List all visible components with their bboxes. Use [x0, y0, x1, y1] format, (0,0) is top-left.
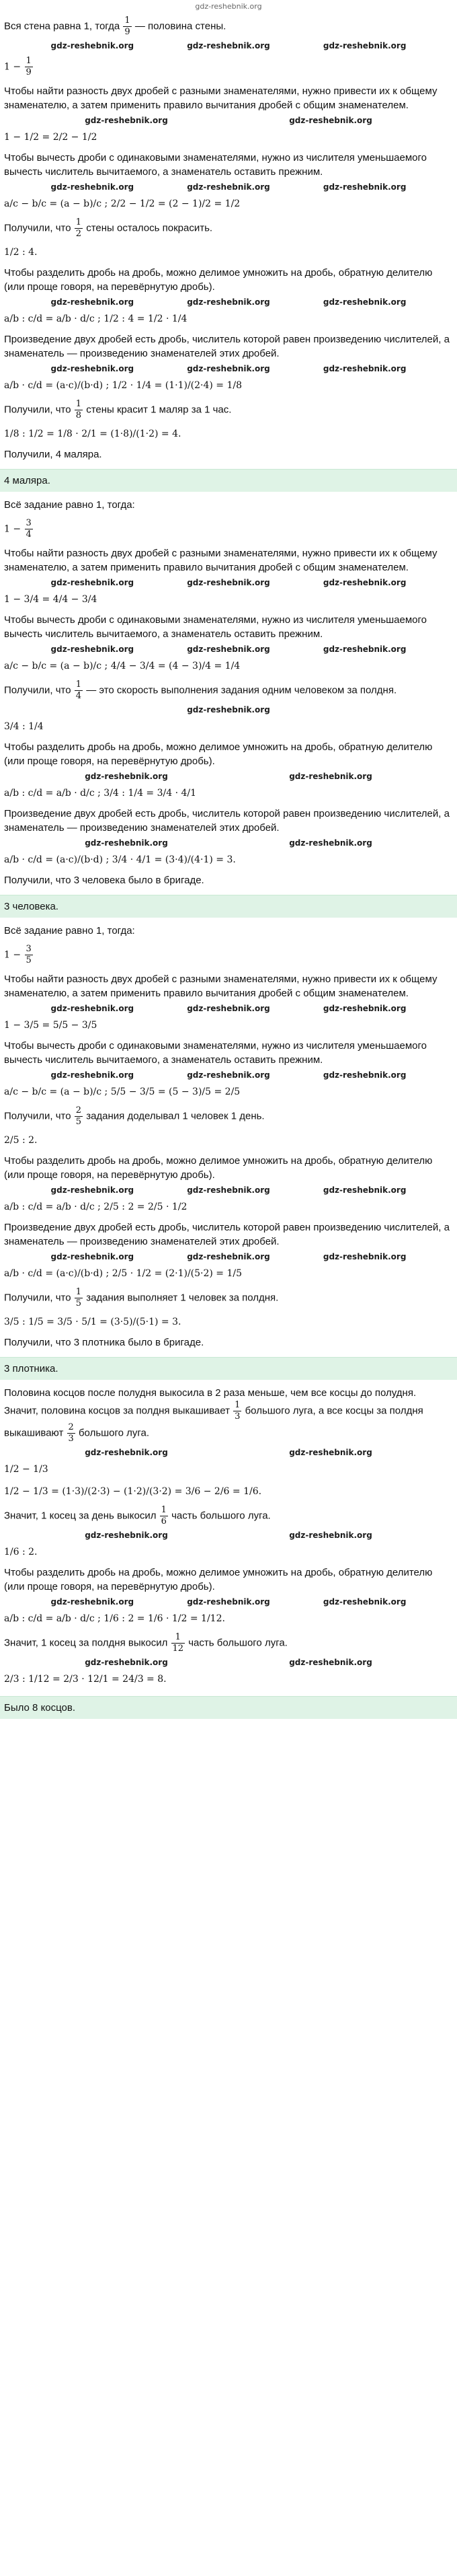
math-expression: 1/6 : 2. [4, 1547, 38, 1557]
math-expression: 2/5 : 2. [4, 1135, 38, 1146]
watermark: gdz-reshebnik.org [323, 578, 407, 587]
watermark: gdz-reshebnik.org [187, 41, 270, 50]
math-expression: a/b · c/d = (a·c)/(b·d) ; 1/2 · 1/4 = (1·1)/(2·4) = 1/8 [4, 380, 243, 391]
fraction: $\frac{2}{3}$ [68, 1422, 74, 1444]
watermark: gdz-reshebnik.org [85, 1531, 168, 1540]
fraction: $\frac{3}{4}$ [26, 518, 32, 540]
math-expression: 1 − 3/5 = 5/5 − 3/5 [4, 1020, 97, 1031]
result-text: Получили, что 3 человека было в бригаде. [4, 875, 204, 886]
task-3 [4, 920, 453, 1380]
watermark-row [4, 1446, 453, 1459]
watermark: gdz-reshebnik.org [85, 1658, 168, 1667]
math-expression: a/b : c/d = a/b · d/c ; 2/5 : 2 = 2/5 · 1/2 [4, 1202, 188, 1212]
fraction: $\frac{1}{3}$ [235, 1400, 241, 1422]
explanation-text: Произведение двух дробей есть дробь, числитель которой равен произведению числителей, а знаменатель — произведению знаменателей этих дробей. [4, 1222, 450, 1247]
watermark: gdz-reshebnik.org [187, 1004, 270, 1013]
math-expression: a/c − b/c = (a − b)/c ; 4/4 − 3/4 = (4 − 3)/4 = 1/4 [4, 661, 241, 671]
watermark: gdz-reshebnik.org [50, 645, 134, 654]
watermark-row [4, 704, 453, 716]
watermark: gdz-reshebnik.org [187, 645, 270, 654]
watermark: gdz-reshebnik.org [85, 1448, 168, 1457]
explanation-text: Чтобы найти разность двух дробей с разными знаменателями, нужно привести их к общему знаменателю, а затем применить правило вычитания дробей с общим знаменателем. [4, 85, 438, 111]
fraction: $\frac{1}{9}$ [26, 56, 32, 77]
math-expression: a/b : c/d = a/b · d/c ; 1/6 : 2 = 1/6 · 1/2 = 1/12. [4, 1613, 225, 1624]
answer-box: 4 маляра. [0, 469, 457, 492]
watermark: gdz-reshebnik.org [85, 772, 168, 781]
answer-box: 3 человека. [0, 895, 457, 918]
math-expression: 1/8 : 1/2 = 1/8 · 2/1 = (1·8)/(1·2) = 4. [4, 429, 181, 439]
watermark: gdz-reshebnik.org [187, 1597, 270, 1607]
task-2 [4, 494, 453, 918]
fraction: $\frac{1}{5}$ [75, 1287, 82, 1309]
explanation-text: Чтобы найти разность двух дробей с разными знаменателями, нужно привести их к общему знаменателю, а затем применить правило вычитания дробей с общим знаменателем. [4, 548, 438, 573]
answer-box: 3 плотника. [0, 1357, 457, 1380]
math-expression: 1 − $\frac{3}{5}$ [4, 944, 32, 965]
watermark: gdz-reshebnik.org [50, 41, 134, 50]
watermark-row [4, 1251, 453, 1263]
watermark: gdz-reshebnik.org [50, 1070, 134, 1080]
watermark: gdz-reshebnik.org [50, 182, 134, 192]
result-text: Получили, что 3 плотника было в бригаде. [4, 1337, 204, 1348]
watermark: gdz-reshebnik.org [323, 1185, 407, 1195]
watermark-row [4, 770, 453, 782]
explanation-text: Получили, что $\frac{2}{5}$ задания доделывал 1 человек 1 день. [4, 1105, 265, 1127]
fraction: $\frac{1}{4}$ [75, 679, 82, 701]
watermark: gdz-reshebnik.org [187, 182, 270, 192]
watermark: gdz-reshebnik.org [323, 645, 407, 654]
watermark: gdz-reshebnik.org [187, 297, 270, 307]
explanation-text: Чтобы вычесть дроби с одинаковыми знаменателями, нужно из числителя уменьшаемого вычесть числитель вычитаемого, а знаменатель оставить прежним. [4, 152, 427, 178]
fraction: $\frac{2}{5}$ [75, 1105, 82, 1127]
site-logo[interactable]: gdz-reshebnik.org [195, 2, 262, 11]
watermark: gdz-reshebnik.org [289, 1531, 372, 1540]
explanation-text: Получили, что $\frac{1}{2}$ стены осталось покрасить. [4, 217, 213, 239]
watermark: gdz-reshebnik.org [50, 1004, 134, 1013]
explanation-text: Получили, что $\frac{1}{5}$ задания выполняет 1 человек за полдня. [4, 1287, 279, 1309]
explanation-text: Получили, что $\frac{1}{4}$ — это скорость выполнения задания одним человеком за полдня. [4, 679, 397, 701]
watermark: gdz-reshebnik.org [323, 297, 407, 307]
watermark: gdz-reshebnik.org [323, 1004, 407, 1013]
watermark: gdz-reshebnik.org [187, 1070, 270, 1080]
math-expression: 1 − 3/4 = 4/4 − 3/4 [4, 594, 97, 605]
task-intro: Всё задание равно 1, тогда: [4, 925, 135, 936]
watermark-row [4, 577, 453, 589]
watermark: gdz-reshebnik.org [323, 1252, 407, 1261]
watermark: gdz-reshebnik.org [187, 705, 270, 714]
watermark: gdz-reshebnik.org [289, 1448, 372, 1457]
explanation-text: Чтобы найти разность двух дробей с разными знаменателями, нужно привести их к общему знаменателю, а затем применить правило вычитания дробей с общим знаменателем. [4, 973, 438, 999]
math-expression: a/b : c/d = a/b · d/c ; 3/4 : 1/4 = 3/4 · 4/1 [4, 788, 197, 799]
task-1 [4, 13, 453, 492]
math-expression: 3/4 : 1/4 [4, 721, 44, 732]
math-expression: 1/2 − 1/3 = (1·3)/(2·3) − (1·2)/(3·2) = 3/6 − 2/6 = 1/6. [4, 1486, 262, 1497]
watermark: gdz-reshebnik.org [289, 772, 372, 781]
watermark: gdz-reshebnik.org [289, 1658, 372, 1667]
watermark: gdz-reshebnik.org [187, 1185, 270, 1195]
watermark-row [4, 1002, 453, 1015]
watermark: gdz-reshebnik.org [50, 364, 134, 373]
watermark-row [4, 363, 453, 375]
watermark: gdz-reshebnik.org [50, 1597, 134, 1607]
watermark: gdz-reshebnik.org [323, 1070, 407, 1080]
math-expression: 1/2 : 4. [4, 247, 38, 258]
task-intro: Всё задание равно 1, тогда: [4, 499, 135, 511]
watermark-row [4, 40, 453, 52]
explanation-text: Произведение двух дробей есть дробь, числитель которой равен произведению числителей, а знаменатель — произведению знаменателей этих дробей. [4, 808, 450, 834]
math-expression: 3/5 : 1/5 = 3/5 · 5/1 = (3·5)/(5·1) = 3. [4, 1317, 181, 1327]
explanation-text: Произведение двух дробей есть дробь, числитель которой равен произведению числителей, а знаменатель — произведению знаменателей этих дробей. [4, 334, 450, 359]
explanation-text: Значит, 1 косец за полдня выкосил $\frac{1}{12}$ часть большого луга. [4, 1632, 288, 1654]
explanation-text: Значит, 1 косец за день выкосил $\frac{1}{6}$ часть большого луга. [4, 1505, 271, 1526]
watermark: gdz-reshebnik.org [323, 41, 407, 50]
watermark-row [4, 1184, 453, 1196]
watermark-row [4, 1069, 453, 1081]
math-expression: a/b · c/d = (a·c)/(b·d) ; 2/5 · 1/2 = (2·1)/(5·2) = 1/5 [4, 1268, 243, 1279]
math-expression: 1/2 − 1/3 [4, 1464, 48, 1475]
watermark: gdz-reshebnik.org [323, 364, 407, 373]
task-4 [4, 1383, 453, 1719]
watermark: gdz-reshebnik.org [187, 364, 270, 373]
math-expression: 1 − $\frac{3}{4}$ [4, 518, 32, 540]
watermark-row [4, 643, 453, 655]
watermark: gdz-reshebnik.org [289, 838, 372, 848]
watermark-row [4, 181, 453, 193]
math-expression: a/c − b/c = (a − b)/c ; 2/2 − 1/2 = (2 − 1)/2 = 1/2 [4, 198, 241, 209]
fraction: $\frac{1}{9}$ [124, 15, 130, 37]
fraction: $\frac{1}{8}$ [75, 399, 82, 420]
explanation-text: Чтобы вычесть дроби с одинаковыми знаменателями, нужно из числителя уменьшаемого вычесть числитель вычитаемого, а знаменатель оставить прежним. [4, 614, 427, 640]
watermark-row [4, 1596, 453, 1608]
explanation-text: Чтобы разделить дробь на дробь, можно делимое умножить на дробь, обратную делителю (или проще говоря, на перевёрнутую дробь). [4, 1567, 433, 1592]
task-intro: Половина косцов после полудня выкосила в 2 раза меньше, чем все косцы до полудня. Значит, половина косцов за полдня выкашивает $\frac{1}{3}$ большого луга, а все косцы за полдня выкашивают $\frac{2}{3}$ большого луга. [4, 1387, 423, 1444]
task-intro: Вся стена равна 1, тогда $\frac{1}{9}$ — половина стены. [4, 15, 226, 37]
watermark: gdz-reshebnik.org [50, 1252, 134, 1261]
watermark: gdz-reshebnik.org [50, 297, 134, 307]
watermark: gdz-reshebnik.org [187, 578, 270, 587]
math-expression: a/b · c/d = (a·c)/(b·d) ; 3/4 · 4/1 = (3·4)/(4·1) = 3. [4, 854, 236, 865]
math-expression: 1 − $\frac{1}{9}$ [4, 56, 32, 77]
watermark: gdz-reshebnik.org [187, 1252, 270, 1261]
explanation-text: Чтобы разделить дробь на дробь, можно делимое умножить на дробь, обратную делителю (или проще говоря, на перевёрнутую дробь). [4, 741, 433, 767]
watermark: gdz-reshebnik.org [323, 182, 407, 192]
fraction: $\frac{1}{12}$ [172, 1632, 184, 1654]
explanation-text: Получили, что $\frac{1}{8}$ стены красит 1 маляр за 1 час. [4, 399, 232, 420]
watermark-row [4, 837, 453, 849]
watermark-row [4, 296, 453, 308]
fraction: $\frac{1}{2}$ [75, 217, 82, 239]
result-text: Получили, 4 маляра. [4, 449, 102, 460]
watermark-row [4, 1529, 453, 1541]
watermark: gdz-reshebnik.org [85, 116, 168, 125]
watermark: gdz-reshebnik.org [289, 116, 372, 125]
watermark-row [4, 1656, 453, 1668]
math-expression: a/b : c/d = a/b · d/c ; 1/2 : 4 = 1/2 · 1/4 [4, 314, 188, 324]
watermark: gdz-reshebnik.org [50, 1185, 134, 1195]
answer-box: Было 8 косцов. [0, 1696, 457, 1719]
explanation-text: Чтобы вычесть дроби с одинаковыми знаменателями, нужно из числителя уменьшаемого вычесть числитель вычитаемого, а знаменатель оставить прежним. [4, 1040, 427, 1066]
watermark: gdz-reshebnik.org [323, 1597, 407, 1607]
fraction: $\frac{1}{6}$ [161, 1505, 167, 1526]
watermark: gdz-reshebnik.org [85, 838, 168, 848]
math-expression: a/c − b/c = (a − b)/c ; 5/5 − 3/5 = (5 − 3)/5 = 2/5 [4, 1087, 241, 1097]
explanation-text: Чтобы разделить дробь на дробь, можно делимое умножить на дробь, обратную делителю (или проще говоря, на перевёрнутую дробь). [4, 1155, 433, 1181]
explanation-text: Чтобы разделить дробь на дробь, можно делимое умножить на дробь, обратную делителю (или проще говоря, на перевёрнутую дробь). [4, 267, 433, 293]
watermark: gdz-reshebnik.org [50, 578, 134, 587]
fraction: $\frac{3}{5}$ [26, 944, 32, 965]
math-expression: 2/3 : 1/12 = 2/3 · 12/1 = 24/3 = 8. [4, 1674, 167, 1685]
math-expression: 1 − 1/2 = 2/2 − 1/2 [4, 132, 97, 143]
watermark-row [4, 114, 453, 126]
